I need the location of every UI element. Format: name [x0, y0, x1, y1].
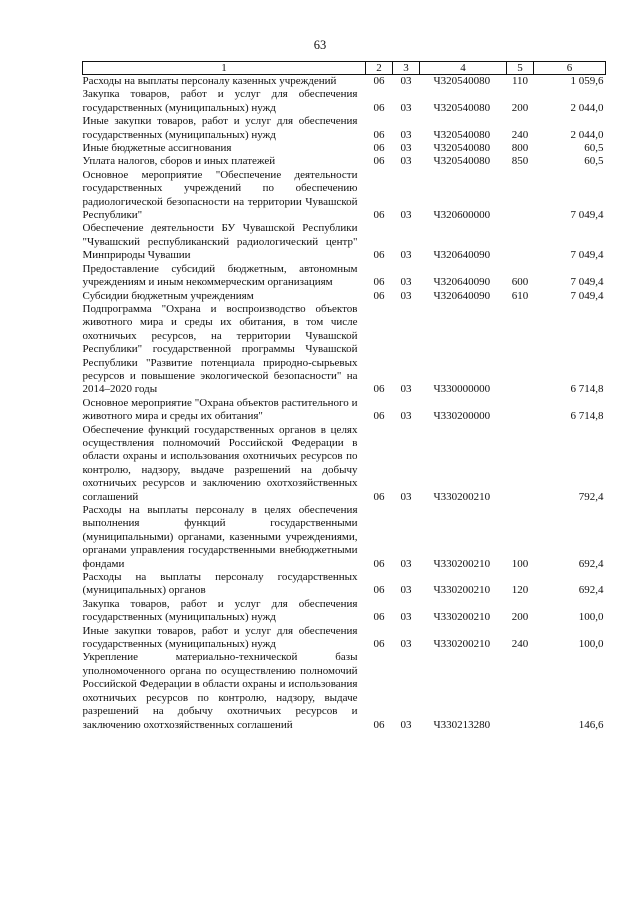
row-name: Обеспечение деятельности БУ Чувашской Республики "Чувашский республиканский радиологический центр" Минприроды Чувашии [82, 222, 358, 262]
row-section: 06 [373, 611, 385, 624]
row-target-article: Ч330200210 [433, 490, 491, 503]
row-target-article: Ч320540080 [433, 128, 491, 141]
row-name: Уплата налогов, сборов и иных платежей [82, 155, 276, 168]
row-subsection: 03 [400, 142, 412, 155]
table-row [83, 397, 606, 424]
row-section: 06 [373, 75, 385, 87]
row-name: Закупка товаров, работ и услуг для обеспечения государственных (муниципальных) нужд [82, 597, 358, 624]
row-section: 06 [373, 276, 385, 289]
row-expense-type: 200 [511, 101, 529, 114]
row-amount: 692,4 [578, 557, 604, 570]
row-expense-type: 240 [511, 638, 529, 651]
row-expense-type [507, 303, 534, 397]
row-section: 06 [373, 584, 385, 597]
row-name: Расходы на выплаты персоналу казенных учреждений [82, 75, 337, 87]
row-subsection: 03 [400, 611, 412, 624]
row-amount: 2 044,0 [570, 101, 604, 114]
row-subsection: 03 [400, 276, 412, 289]
row-target-article: Ч320540080 [433, 142, 491, 155]
row-target-article: Ч330000000 [433, 383, 491, 396]
row-expense-type: 800 [511, 142, 529, 155]
column-header-3: 3 [393, 62, 420, 75]
row-amount: 6 714,8 [570, 410, 604, 423]
table-row [83, 571, 606, 598]
table-row [83, 142, 606, 155]
row-amount: 100,0 [578, 638, 604, 651]
row-target-article: Ч330200000 [433, 410, 491, 423]
table-row [83, 625, 606, 652]
row-expense-type: 240 [511, 128, 529, 141]
row-subsection: 03 [400, 557, 412, 570]
row-section: 06 [373, 155, 385, 168]
row-name: Укрепление материально-технической базы уполномоченного органа по осуществлению полномочий Российской Федерации в области охраны и использования охотничьих ресурсов по контролю, надзору, выдаче разрешений на добычу охотничьих ресурсов и заключению охотхозяйственных соглашений [82, 651, 358, 731]
row-expense-type [507, 397, 534, 424]
row-section: 06 [373, 410, 385, 423]
row-name: Закупка товаров, работ и услуг для обеспечения государственных (муниципальных) нужд [82, 88, 358, 114]
row-name: Основное мероприятие "Охрана объектов растительного и животного мира и среды их обитания" [82, 396, 358, 423]
row-subsection: 03 [400, 128, 412, 141]
row-section: 06 [373, 209, 385, 222]
table-row [83, 222, 606, 262]
column-header-5: 5 [507, 62, 534, 75]
row-subsection: 03 [400, 410, 412, 423]
row-section: 06 [373, 128, 385, 141]
row-subsection: 03 [400, 490, 412, 503]
row-amount: 692,4 [578, 584, 604, 597]
row-expense-type [507, 424, 534, 504]
column-header-4: 4 [420, 62, 507, 75]
column-header-6: 6 [534, 62, 606, 75]
table-row [83, 651, 606, 731]
row-amount: 2 044,0 [570, 128, 604, 141]
row-subsection: 03 [400, 584, 412, 597]
row-name: Иные бюджетные ассигнования [82, 142, 232, 155]
row-section: 06 [373, 101, 385, 114]
row-target-article: Ч330200210 [433, 611, 491, 624]
row-target-article: Ч320640090 [433, 249, 491, 262]
row-name: Подпрограмма "Охрана и воспроизводство объектов животного мира и среды их обитания, в том числе охотничьих ресурсов, на территории Чувашской Республики" государственной программы Чувашской Республики "Развитие потенциала природно-сырьевых ресурсов и повышение экологической безопасности" на 2014–2020 годы [82, 302, 358, 396]
row-expense-type: 100 [511, 557, 529, 570]
row-amount: 100,0 [578, 611, 604, 624]
table-row [83, 424, 606, 504]
row-section: 06 [373, 718, 385, 731]
budget-table [82, 61, 606, 732]
table-row [83, 115, 606, 142]
table-row [83, 303, 606, 397]
table-row [83, 155, 606, 168]
row-expense-type: 120 [511, 584, 529, 597]
row-subsection: 03 [400, 75, 412, 87]
row-subsection: 03 [400, 718, 412, 731]
row-amount: 6 714,8 [570, 383, 604, 396]
table-row [83, 290, 606, 303]
page-number: 63 [313, 38, 327, 52]
row-section: 06 [373, 142, 385, 155]
row-target-article: Ч320640090 [433, 276, 491, 289]
row-amount: 1 059,6 [570, 75, 604, 87]
row-subsection: 03 [400, 638, 412, 651]
row-name: Предоставление субсидий бюджетным, автономным учреждениям и иным некоммерческим организациям [82, 262, 358, 289]
row-amount: 60,5 [584, 155, 604, 168]
row-name: Иные закупки товаров, работ и услуг для обеспечения государственных (муниципальных) нужд [82, 115, 358, 141]
row-name: Иные закупки товаров, работ и услуг для обеспечения государственных (муниципальных) нужд [82, 624, 358, 651]
row-amount: 146,6 [578, 718, 604, 731]
table-row [83, 504, 606, 571]
row-target-article: Ч320640090 [433, 289, 491, 302]
row-amount: 7 049,4 [570, 209, 604, 222]
row-amount: 792,4 [578, 490, 604, 503]
row-name: Основное мероприятие "Обеспечение деятельности государственных учреждений по обеспечению радиологической безопасности на территории Чувашской Республики" [82, 168, 358, 222]
row-target-article: Ч320540080 [433, 155, 491, 168]
row-target-article: Ч320540080 [433, 101, 491, 114]
row-target-article: Ч320600000 [433, 209, 491, 222]
row-expense-type [507, 222, 534, 262]
row-subsection: 03 [400, 101, 412, 114]
row-target-article: Ч330200210 [433, 557, 491, 570]
row-target-article: Ч330200210 [433, 584, 491, 597]
row-target-article: Ч330200210 [433, 638, 491, 651]
table-header-row [83, 62, 606, 75]
row-section: 06 [373, 383, 385, 396]
table-body [83, 75, 606, 732]
row-subsection: 03 [400, 289, 412, 302]
row-expense-type: 200 [511, 611, 529, 624]
row-expense-type: 610 [511, 289, 529, 302]
row-section: 06 [373, 249, 385, 262]
row-subsection: 03 [400, 209, 412, 222]
row-amount: 7 049,4 [570, 289, 604, 302]
row-subsection: 03 [400, 249, 412, 262]
row-expense-type [507, 651, 534, 731]
row-name: Расходы на выплаты персоналу государственных (муниципальных) органов [82, 571, 358, 597]
row-section: 06 [373, 289, 385, 302]
row-expense-type: 850 [511, 155, 529, 168]
table-row [83, 169, 606, 223]
row-subsection: 03 [400, 383, 412, 396]
row-subsection: 03 [400, 155, 412, 168]
row-expense-type: 110 [511, 75, 529, 87]
row-expense-type [507, 169, 534, 223]
table-row [83, 88, 606, 115]
row-expense-type: 600 [511, 276, 529, 289]
row-section: 06 [373, 557, 385, 570]
row-target-article: Ч320540080 [433, 75, 491, 87]
table-row [83, 75, 606, 89]
row-amount: 7 049,4 [570, 276, 604, 289]
column-header-1: 1 [83, 62, 366, 75]
row-name: Обеспечение функций государственных органов в целях осуществления полномочий Российской Федерации в области охраны и использования охотничьих ресурсов по контролю, надзору, выдаче разрешений на добычу охотничьих ресурсов и заключению охотхозяйственных соглашений [82, 423, 358, 503]
row-target-article: Ч330213280 [433, 718, 491, 731]
row-amount: 7 049,4 [570, 249, 604, 262]
row-name: Расходы на выплаты персоналу в целях обеспечения выполнения функций государственными (муниципальными) органами, казенными учреждениями, органами управления государственными внебюджетными фондами [82, 504, 358, 570]
table-row [83, 263, 606, 290]
row-section: 06 [373, 638, 385, 651]
row-section: 06 [373, 490, 385, 503]
column-header-2: 2 [366, 62, 393, 75]
row-amount: 60,5 [584, 142, 604, 155]
row-name: Субсидии бюджетным учреждениям [82, 289, 254, 302]
table-row [83, 598, 606, 625]
